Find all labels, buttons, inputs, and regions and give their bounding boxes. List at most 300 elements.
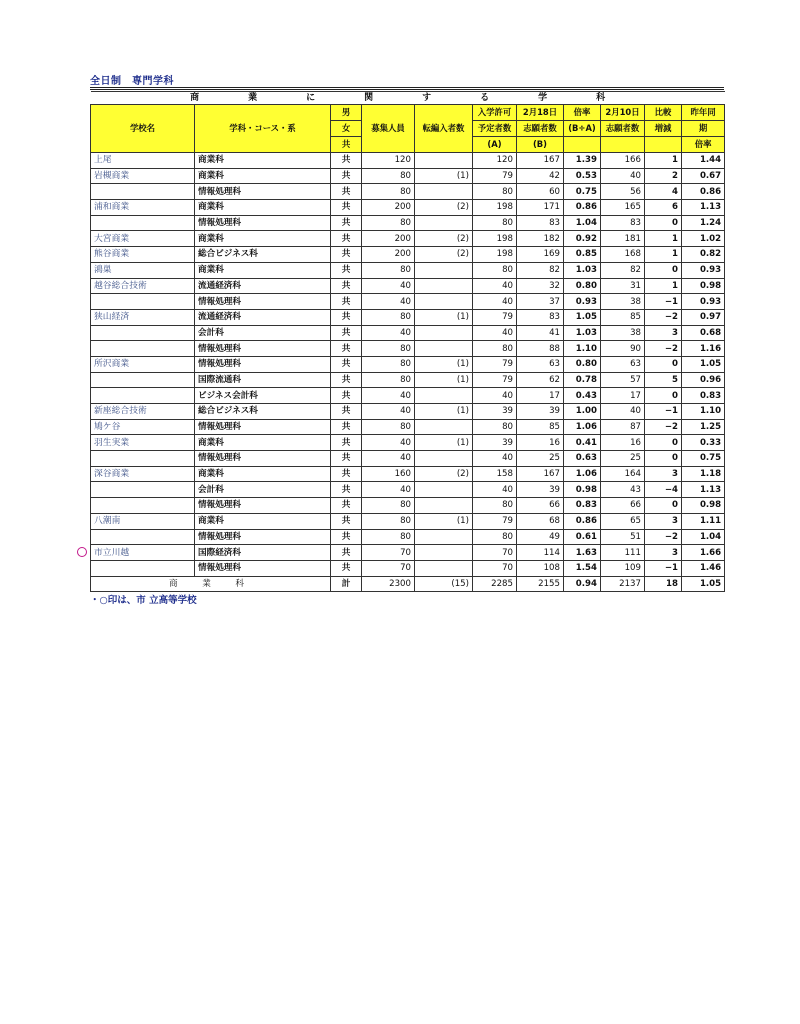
header-diff-1: 比較 (645, 105, 682, 121)
cell-course: 流通経済科 (195, 278, 331, 294)
cell-gender: 共 (331, 294, 362, 310)
cell-diff: 0 (645, 356, 682, 372)
header-ratio-1: 倍率 (564, 105, 601, 121)
cell-prev: 1.04 (682, 529, 725, 545)
cell-transfer (415, 419, 473, 435)
header-apply10-1: 2月10日 (601, 105, 645, 121)
municipal-circle-mark (77, 547, 87, 557)
cell-ratio: 0.93 (564, 294, 601, 310)
cell-course: 情報処理科 (195, 184, 331, 200)
cell-gender: 共 (331, 419, 362, 435)
cell-apply10: 51 (601, 529, 645, 545)
header-admit-1: 入学許可 (473, 105, 517, 121)
table-row (91, 356, 725, 372)
admissions-table (90, 91, 725, 592)
table-row (91, 168, 725, 184)
cell-transfer (415, 451, 473, 467)
cell-prev: 0.83 (682, 388, 725, 404)
cell-school: 狭山経済 (91, 309, 195, 325)
cell-school: 八潮南 (91, 513, 195, 529)
cell-capacity: 160 (362, 466, 415, 482)
cell-school (91, 498, 195, 514)
cell-admit: 80 (473, 498, 517, 514)
cell-school (91, 388, 195, 404)
band-title: 商 業 に 関 す る 学 科 (91, 92, 725, 105)
cell-diff: 0 (645, 498, 682, 514)
cell-course: 国際経済科 (195, 545, 331, 561)
cell-apply18: 39 (517, 482, 564, 498)
cell-apply10: 90 (601, 341, 645, 357)
header-apply18-1: 2月18日 (517, 105, 564, 121)
cell-prev: 1.66 (682, 545, 725, 561)
cell-apply10: 66 (601, 498, 645, 514)
cell-prev: 1.44 (682, 153, 725, 169)
cell-gender: 共 (331, 278, 362, 294)
cell-admit: 70 (473, 545, 517, 561)
cell-gender: 共 (331, 466, 362, 482)
header-apply18-2: 志願者数 (517, 121, 564, 137)
header-prev-1: 昨年同 (682, 105, 725, 121)
cell-capacity: 40 (362, 451, 415, 467)
total-transfer: (15) (415, 576, 473, 592)
cell-capacity: 40 (362, 325, 415, 341)
cell-gender: 共 (331, 262, 362, 278)
table-row (91, 184, 725, 200)
cell-admit: 79 (473, 356, 517, 372)
cell-course: 会計科 (195, 482, 331, 498)
cell-apply18: 60 (517, 184, 564, 200)
header-ratio-2: (B÷A) (564, 121, 601, 137)
cell-capacity: 80 (362, 168, 415, 184)
cell-admit: 79 (473, 168, 517, 184)
cell-course: 商業科 (195, 153, 331, 169)
cell-ratio: 1.03 (564, 325, 601, 341)
cell-apply10: 38 (601, 294, 645, 310)
cell-gender: 共 (331, 545, 362, 561)
cell-capacity: 80 (362, 184, 415, 200)
cell-admit: 80 (473, 529, 517, 545)
cell-diff: −1 (645, 404, 682, 420)
cell-diff: 0 (645, 262, 682, 278)
header-transfer: 転編入者数 (415, 105, 473, 153)
cell-admit: 158 (473, 466, 517, 482)
cell-capacity: 120 (362, 153, 415, 169)
table-row (91, 341, 725, 357)
cell-ratio: 0.80 (564, 356, 601, 372)
cell-apply10: 57 (601, 372, 645, 388)
cell-gender: 共 (331, 247, 362, 263)
cell-transfer (415, 153, 473, 169)
cell-apply18: 82 (517, 262, 564, 278)
cell-diff: 1 (645, 278, 682, 294)
header-admit-3: (A) (473, 137, 517, 153)
cell-admit: 70 (473, 560, 517, 576)
cell-ratio: 0.78 (564, 372, 601, 388)
cell-school: 鴻巣 (91, 262, 195, 278)
cell-transfer (415, 545, 473, 561)
cell-school: 市立川越 (91, 545, 195, 561)
total-diff: 18 (645, 576, 682, 592)
cell-diff: −2 (645, 529, 682, 545)
cell-apply18: 169 (517, 247, 564, 263)
cell-ratio: 0.75 (564, 184, 601, 200)
table-row (91, 435, 725, 451)
cell-admit: 80 (473, 262, 517, 278)
table-total-group (91, 576, 725, 592)
cell-ratio: 0.63 (564, 451, 601, 467)
cell-admit: 79 (473, 309, 517, 325)
cell-gender: 共 (331, 341, 362, 357)
total-apply18: 2155 (517, 576, 564, 592)
cell-school (91, 560, 195, 576)
cell-gender: 共 (331, 529, 362, 545)
cell-ratio: 1.04 (564, 215, 601, 231)
cell-diff: 6 (645, 200, 682, 216)
cell-gender: 共 (331, 356, 362, 372)
cell-transfer: (1) (415, 356, 473, 372)
cell-prev: 1.25 (682, 419, 725, 435)
cell-transfer (415, 341, 473, 357)
cell-school (91, 529, 195, 545)
cell-prev: 1.10 (682, 404, 725, 420)
cell-apply10: 82 (601, 262, 645, 278)
header-gender-1: 男 (331, 105, 362, 121)
cell-apply18: 66 (517, 498, 564, 514)
header-apply10-2: 志願者数 (601, 121, 645, 137)
cell-apply18: 16 (517, 435, 564, 451)
cell-prev: 0.86 (682, 184, 725, 200)
cell-transfer: (2) (415, 466, 473, 482)
cell-capacity: 80 (362, 419, 415, 435)
cell-transfer (415, 560, 473, 576)
cell-course: 情報処理科 (195, 529, 331, 545)
cell-ratio: 0.86 (564, 513, 601, 529)
cell-ratio: 1.54 (564, 560, 601, 576)
cell-capacity: 80 (362, 309, 415, 325)
cell-school: 新座総合技術 (91, 404, 195, 420)
cell-apply10: 25 (601, 451, 645, 467)
cell-prev: 0.82 (682, 247, 725, 263)
cell-school: 岩槻商業 (91, 168, 195, 184)
cell-diff: 2 (645, 168, 682, 184)
heading-double-rule (90, 87, 724, 90)
cell-admit: 40 (473, 482, 517, 498)
cell-course: 情報処理科 (195, 498, 331, 514)
section-heading: 全日制 専門学科 (90, 76, 174, 87)
cell-admit: 198 (473, 247, 517, 263)
cell-capacity: 80 (362, 341, 415, 357)
cell-ratio: 1.06 (564, 419, 601, 435)
cell-school: 深谷商業 (91, 466, 195, 482)
cell-diff: 0 (645, 388, 682, 404)
cell-course: 情報処理科 (195, 560, 331, 576)
cell-course: 商業科 (195, 231, 331, 247)
cell-diff: −2 (645, 309, 682, 325)
cell-apply10: 165 (601, 200, 645, 216)
total-apply10: 2137 (601, 576, 645, 592)
cell-ratio: 1.06 (564, 466, 601, 482)
cell-admit: 79 (473, 372, 517, 388)
cell-capacity: 80 (362, 529, 415, 545)
cell-transfer (415, 215, 473, 231)
cell-apply10: 87 (601, 419, 645, 435)
cell-school: 浦和商業 (91, 200, 195, 216)
table-row (91, 529, 725, 545)
cell-diff: 1 (645, 247, 682, 263)
cell-prev: 1.46 (682, 560, 725, 576)
cell-admit: 39 (473, 435, 517, 451)
cell-diff: 0 (645, 215, 682, 231)
cell-apply18: 17 (517, 388, 564, 404)
cell-school (91, 451, 195, 467)
cell-school: 羽生実業 (91, 435, 195, 451)
cell-diff: −1 (645, 294, 682, 310)
cell-transfer: (2) (415, 247, 473, 263)
cell-gender: 共 (331, 560, 362, 576)
cell-gender: 共 (331, 372, 362, 388)
cell-course: 流通経済科 (195, 309, 331, 325)
cell-ratio: 0.83 (564, 498, 601, 514)
cell-capacity: 80 (362, 356, 415, 372)
table-body (91, 153, 725, 577)
cell-apply18: 68 (517, 513, 564, 529)
header-diff-3 (645, 137, 682, 153)
cell-school: 鳩ケ谷 (91, 419, 195, 435)
cell-ratio: 1.39 (564, 153, 601, 169)
cell-apply18: 32 (517, 278, 564, 294)
cell-course: 商業科 (195, 513, 331, 529)
cell-course: 商業科 (195, 466, 331, 482)
cell-capacity: 200 (362, 247, 415, 263)
cell-school: 大宮商業 (91, 231, 195, 247)
cell-ratio: 0.85 (564, 247, 601, 263)
cell-transfer (415, 278, 473, 294)
cell-diff: 3 (645, 466, 682, 482)
total-prev: 1.05 (682, 576, 725, 592)
cell-capacity: 40 (362, 388, 415, 404)
cell-apply18: 83 (517, 215, 564, 231)
total-admit: 2285 (473, 576, 517, 592)
cell-capacity: 80 (362, 215, 415, 231)
cell-transfer (415, 529, 473, 545)
cell-apply18: 25 (517, 451, 564, 467)
cell-prev: 0.98 (682, 278, 725, 294)
cell-diff: 1 (645, 153, 682, 169)
cell-transfer: (2) (415, 231, 473, 247)
cell-capacity: 40 (362, 404, 415, 420)
cell-apply18: 88 (517, 341, 564, 357)
cell-ratio: 0.80 (564, 278, 601, 294)
cell-admit: 80 (473, 184, 517, 200)
cell-gender: 共 (331, 153, 362, 169)
cell-apply10: 109 (601, 560, 645, 576)
table-row (91, 200, 725, 216)
table-row (91, 498, 725, 514)
cell-diff: −4 (645, 482, 682, 498)
cell-course: 情報処理科 (195, 356, 331, 372)
cell-gender: 共 (331, 404, 362, 420)
total-label: 商 業 科 (91, 576, 331, 592)
cell-course: 情報処理科 (195, 215, 331, 231)
cell-prev: 1.24 (682, 215, 725, 231)
cell-apply10: 164 (601, 466, 645, 482)
cell-diff: −1 (645, 560, 682, 576)
header-capacity: 募集人員 (362, 105, 415, 153)
cell-gender: 共 (331, 435, 362, 451)
cell-capacity: 200 (362, 231, 415, 247)
table-row (91, 482, 725, 498)
table-row (91, 372, 725, 388)
cell-capacity: 40 (362, 435, 415, 451)
cell-apply18: 49 (517, 529, 564, 545)
total-capacity: 2300 (362, 576, 415, 592)
cell-apply10: 40 (601, 168, 645, 184)
cell-ratio: 1.03 (564, 262, 601, 278)
header-prev-2: 期 (682, 121, 725, 137)
band-row (91, 92, 725, 105)
cell-ratio: 0.98 (564, 482, 601, 498)
cell-prev: 1.13 (682, 482, 725, 498)
cell-admit: 40 (473, 388, 517, 404)
cell-gender: 共 (331, 451, 362, 467)
cell-transfer: (1) (415, 372, 473, 388)
cell-transfer (415, 262, 473, 278)
cell-apply10: 16 (601, 435, 645, 451)
cell-gender: 共 (331, 215, 362, 231)
header-gender-2: 女 (331, 121, 362, 137)
cell-transfer (415, 294, 473, 310)
cell-capacity: 200 (362, 200, 415, 216)
cell-transfer (415, 498, 473, 514)
cell-gender: 共 (331, 309, 362, 325)
total-gender: 計 (331, 576, 362, 592)
cell-gender: 共 (331, 498, 362, 514)
cell-capacity: 80 (362, 498, 415, 514)
header-prev-3: 倍率 (682, 137, 725, 153)
cell-apply18: 167 (517, 153, 564, 169)
cell-gender: 共 (331, 231, 362, 247)
cell-apply18: 167 (517, 466, 564, 482)
table-row (91, 388, 725, 404)
table-row (91, 294, 725, 310)
cell-school: 熊谷商業 (91, 247, 195, 263)
cell-diff: 0 (645, 451, 682, 467)
cell-ratio: 0.86 (564, 200, 601, 216)
cell-apply18: 85 (517, 419, 564, 435)
cell-course: 情報処理科 (195, 294, 331, 310)
table-row (91, 404, 725, 420)
cell-transfer: (2) (415, 200, 473, 216)
cell-apply18: 39 (517, 404, 564, 420)
cell-prev: 0.98 (682, 498, 725, 514)
table-row (91, 215, 725, 231)
cell-school (91, 294, 195, 310)
table-row (91, 262, 725, 278)
cell-apply18: 62 (517, 372, 564, 388)
cell-diff: 5 (645, 372, 682, 388)
cell-apply18: 171 (517, 200, 564, 216)
cell-transfer: (1) (415, 513, 473, 529)
cell-admit: 120 (473, 153, 517, 169)
table-row (91, 419, 725, 435)
cell-course: 情報処理科 (195, 341, 331, 357)
cell-ratio: 1.00 (564, 404, 601, 420)
header-course: 学科・コース・系 (195, 105, 331, 153)
cell-gender: 共 (331, 325, 362, 341)
cell-course: 国際流通科 (195, 372, 331, 388)
table-row (91, 247, 725, 263)
cell-admit: 198 (473, 231, 517, 247)
cell-apply10: 38 (601, 325, 645, 341)
cell-admit: 40 (473, 278, 517, 294)
header-diff-2: 増減 (645, 121, 682, 137)
cell-apply10: 85 (601, 309, 645, 325)
cell-course: ビジネス会計科 (195, 388, 331, 404)
cell-prev: 1.02 (682, 231, 725, 247)
cell-admit: 80 (473, 341, 517, 357)
cell-gender: 共 (331, 513, 362, 529)
cell-school (91, 184, 195, 200)
cell-capacity: 70 (362, 560, 415, 576)
cell-apply10: 181 (601, 231, 645, 247)
cell-diff: −2 (645, 419, 682, 435)
cell-transfer: (1) (415, 435, 473, 451)
cell-admit: 79 (473, 513, 517, 529)
cell-transfer (415, 388, 473, 404)
cell-prev: 0.68 (682, 325, 725, 341)
table-row (91, 278, 725, 294)
cell-ratio: 0.61 (564, 529, 601, 545)
cell-apply10: 166 (601, 153, 645, 169)
cell-school (91, 341, 195, 357)
table-row (91, 466, 725, 482)
cell-school: 所沢商業 (91, 356, 195, 372)
table-row (91, 153, 725, 169)
cell-diff: 3 (645, 513, 682, 529)
cell-ratio: 0.41 (564, 435, 601, 451)
table-row (91, 560, 725, 576)
cell-apply10: 63 (601, 356, 645, 372)
cell-diff: 4 (645, 184, 682, 200)
table-row (91, 325, 725, 341)
cell-prev: 1.16 (682, 341, 725, 357)
cell-gender: 共 (331, 168, 362, 184)
cell-ratio: 1.10 (564, 341, 601, 357)
cell-course: 会計科 (195, 325, 331, 341)
cell-admit: 40 (473, 451, 517, 467)
cell-school (91, 482, 195, 498)
cell-admit: 40 (473, 294, 517, 310)
cell-capacity: 80 (362, 262, 415, 278)
cell-prev: 1.18 (682, 466, 725, 482)
footnote: ・○印は、市 立高等学校 (90, 595, 197, 606)
cell-capacity: 40 (362, 482, 415, 498)
cell-transfer: (1) (415, 168, 473, 184)
cell-admit: 39 (473, 404, 517, 420)
cell-school (91, 215, 195, 231)
table-row (91, 309, 725, 325)
cell-course: 商業科 (195, 168, 331, 184)
table-row (91, 451, 725, 467)
header-apply10-3 (601, 137, 645, 153)
cell-prev: 1.13 (682, 200, 725, 216)
cell-diff: 0 (645, 435, 682, 451)
cell-diff: 3 (645, 545, 682, 561)
cell-gender: 共 (331, 184, 362, 200)
cell-apply18: 63 (517, 356, 564, 372)
cell-course: 商業科 (195, 262, 331, 278)
cell-transfer (415, 482, 473, 498)
